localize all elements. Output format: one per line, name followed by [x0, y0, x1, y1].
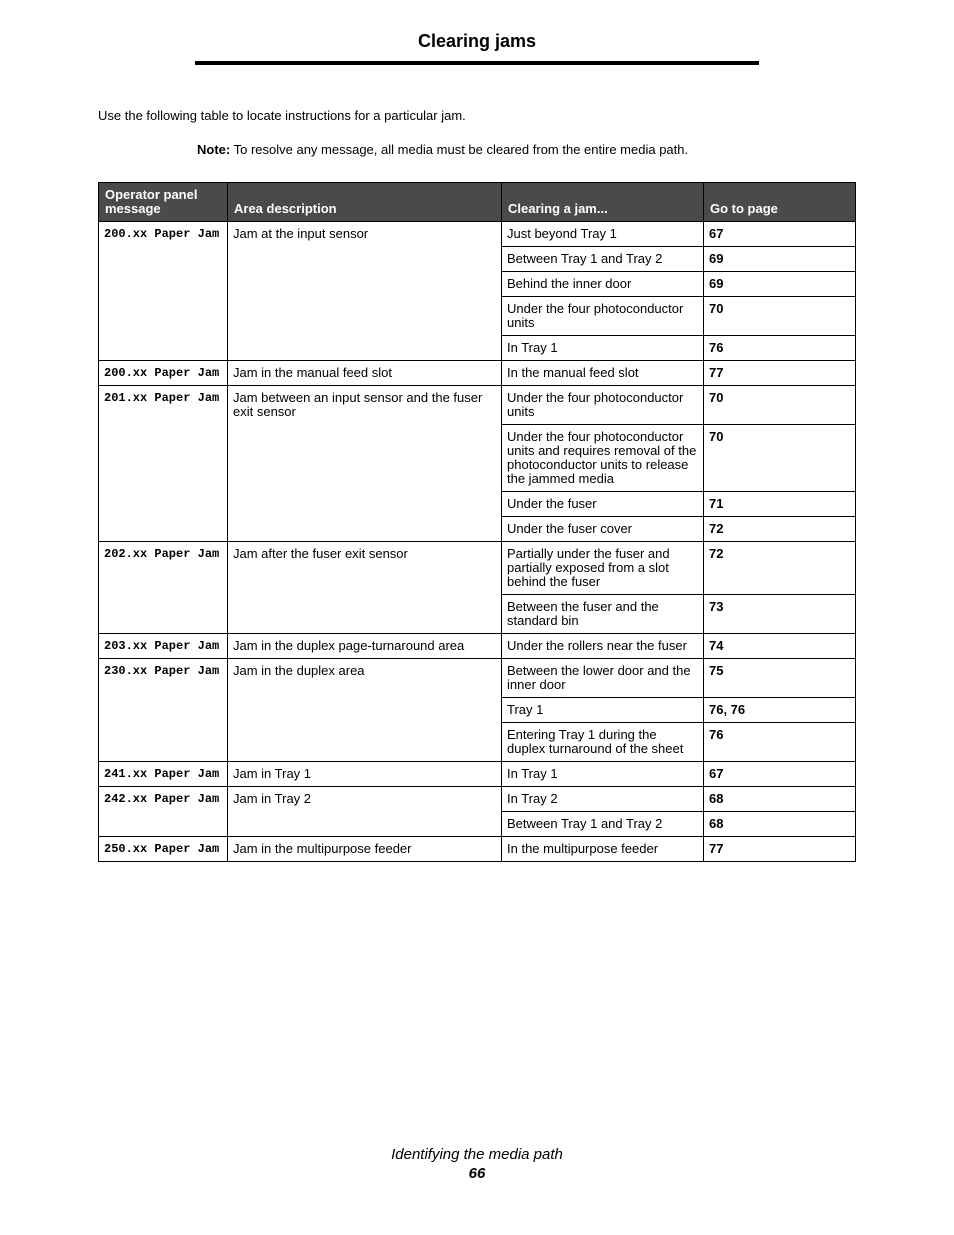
- operator-panel-message-cell: 200.xx Paper Jam: [99, 222, 228, 361]
- footer-section-title: Identifying the media path: [391, 1146, 563, 1163]
- page-number: 66: [468, 1165, 486, 1182]
- clearing-a-jam-cell: In Tray 2: [502, 787, 704, 812]
- go-to-page-cell: 75: [704, 659, 856, 698]
- jam-table: [98, 182, 856, 862]
- table-row: [99, 634, 856, 659]
- area-description-cell: Jam in Tray 2: [228, 787, 502, 837]
- table-row: [99, 787, 856, 812]
- table-row: [99, 837, 856, 862]
- clearing-a-jam-cell: Between the lower door and the inner door: [502, 659, 704, 698]
- page-title: Clearing jams: [417, 31, 537, 51]
- go-to-page-cell: 76: [704, 336, 856, 361]
- go-to-page-cell: 70: [704, 386, 856, 425]
- clearing-a-jam-cell: Behind the inner door: [502, 272, 704, 297]
- header-clearing-a-jam: Clearing a jam...: [502, 183, 704, 222]
- go-to-page-cell: 70: [704, 297, 856, 336]
- table-row: [99, 222, 856, 247]
- table-row: [99, 762, 856, 787]
- operator-panel-message-cell: 230.xx Paper Jam: [99, 659, 228, 762]
- operator-panel-message-cell: 241.xx Paper Jam: [99, 762, 228, 787]
- go-to-page-cell: 74: [704, 634, 856, 659]
- clearing-a-jam-cell: Between Tray 1 and Tray 2: [502, 812, 704, 837]
- clearing-a-jam-cell: Under the four photoconductor units: [502, 386, 704, 425]
- go-to-page-cell: 68: [704, 787, 856, 812]
- go-to-page-cell: 72: [704, 542, 856, 595]
- table-row: [99, 542, 856, 595]
- go-to-page-cell: 71: [704, 492, 856, 517]
- go-to-page-cell: 67: [704, 762, 856, 787]
- clearing-a-jam-cell: In Tray 1: [502, 336, 704, 361]
- go-to-page-cell: 69: [704, 247, 856, 272]
- go-to-page-cell: 70: [704, 425, 856, 492]
- header-operator-panel-message: Operator panel message: [99, 183, 228, 222]
- go-to-page-cell: 68: [704, 812, 856, 837]
- clearing-a-jam-cell: Just beyond Tray 1: [502, 222, 704, 247]
- clearing-a-jam-cell: In the manual feed slot: [502, 361, 704, 386]
- area-description-cell: Jam between an input sensor and the fuser exit sensor: [228, 386, 502, 542]
- go-to-page-cell: 76: [704, 723, 856, 762]
- operator-panel-message-cell: 200.xx Paper Jam: [99, 361, 228, 386]
- clearing-a-jam-cell: Entering Tray 1 during the duplex turnaround of the sheet: [502, 723, 704, 762]
- clearing-a-jam-cell: In Tray 1: [502, 762, 704, 787]
- area-description-cell: Jam after the fuser exit sensor: [228, 542, 502, 634]
- table-row: [99, 659, 856, 698]
- go-to-page-cell: 76, 76: [704, 698, 856, 723]
- go-to-page-cell: 77: [704, 837, 856, 862]
- clearing-a-jam-cell: Under the four photoconductor units: [502, 297, 704, 336]
- go-to-page-cell: 73: [704, 595, 856, 634]
- table-body: [99, 222, 856, 862]
- table-row: [99, 386, 856, 425]
- note-label: Note:: [197, 142, 231, 157]
- area-description-cell: Jam in the duplex area: [228, 659, 502, 762]
- go-to-page-cell: 69: [704, 272, 856, 297]
- clearing-a-jam-cell: Partially under the fuser and partially exposed from a slot behind the fuser: [502, 542, 704, 595]
- operator-panel-message-cell: 202.xx Paper Jam: [99, 542, 228, 634]
- clearing-a-jam-cell: Between Tray 1 and Tray 2: [502, 247, 704, 272]
- header-area-description: Area description: [228, 183, 502, 222]
- clearing-a-jam-cell: Between the fuser and the standard bin: [502, 595, 704, 634]
- area-description-cell: Jam in Tray 1: [228, 762, 502, 787]
- operator-panel-message-cell: 203.xx Paper Jam: [99, 634, 228, 659]
- operator-panel-message-cell: 250.xx Paper Jam: [99, 837, 228, 862]
- area-description-cell: Jam in the manual feed slot: [228, 361, 502, 386]
- clearing-a-jam-cell: In the multipurpose feeder: [502, 837, 704, 862]
- title-rule: [195, 61, 759, 65]
- note: [197, 142, 688, 158]
- area-description-cell: Jam in the duplex page-turnaround area: [228, 634, 502, 659]
- clearing-a-jam-cell: Tray 1: [502, 698, 704, 723]
- area-description-cell: Jam at the input sensor: [228, 222, 502, 361]
- go-to-page-cell: 67: [704, 222, 856, 247]
- operator-panel-message-cell: 201.xx Paper Jam: [99, 386, 228, 542]
- table-header-row: [99, 183, 856, 222]
- note-text: To resolve any message, all media must be cleared from the entire media path.: [233, 142, 689, 157]
- header-go-to-page: Go to page: [704, 183, 856, 222]
- clearing-a-jam-cell: Under the rollers near the fuser: [502, 634, 704, 659]
- intro-text: Use the following table to locate instructions for a particular jam.: [98, 108, 466, 123]
- area-description-cell: Jam in the multipurpose feeder: [228, 837, 502, 862]
- clearing-a-jam-cell: Under the fuser: [502, 492, 704, 517]
- go-to-page-cell: 77: [704, 361, 856, 386]
- clearing-a-jam-cell: Under the fuser cover: [502, 517, 704, 542]
- clearing-a-jam-cell: Under the four photoconductor units and requires removal of the photoconductor units to release the jammed media: [502, 425, 704, 492]
- operator-panel-message-cell: 242.xx Paper Jam: [99, 787, 228, 837]
- table-row: [99, 361, 856, 386]
- go-to-page-cell: 72: [704, 517, 856, 542]
